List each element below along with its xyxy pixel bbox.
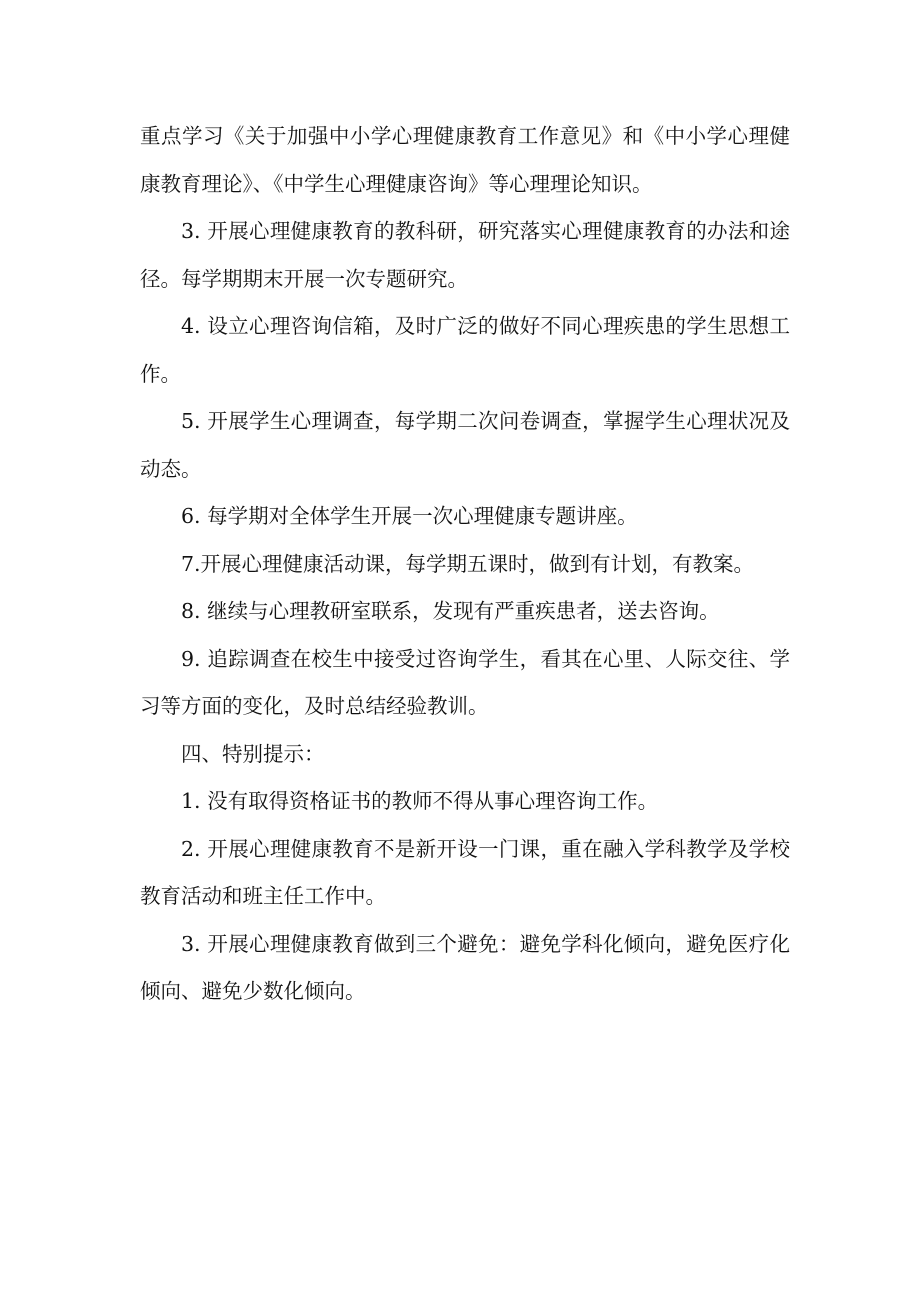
paragraph-tip-2-integration: 2. 开展心理健康教育不是新开设一门课，重在融入学科教学及学校教育活动和班主任工作中。 (140, 836, 790, 908)
paragraph-item-6-lecture: 6. 每学期对全体学生开展一次心理健康专题讲座。 (181, 504, 638, 528)
paragraph-item-7-activity-class: 7.开展心理健康活动课，每学期五课时，做到有计划，有教案。 (181, 551, 755, 576)
paragraph-item-8-contact: 8. 继续与心理教研室联系，发现有严重疾患者，送去咨询。 (181, 599, 720, 623)
paragraph-item-9-followup: 9. 追踪调查在校生中接受过咨询学生，看其在心里、人际交往、学习等方面的变化，及时总结经验教训。 (140, 646, 790, 718)
paragraph-item-4-mailbox: 4. 设立心理咨询信箱，及时广泛的做好不同心理疾患的学生思想工作。 (140, 314, 790, 386)
paragraph-item-5-survey: 5. 开展学生心理调查，每学期二次问卷调查，掌握学生心理状况及动态。 (140, 409, 790, 481)
paragraph-item-3-research: 3. 开展心理健康教育的教科研，研究落实心理健康教育的办法和途径。每学期期末开展一次专题研究。 (140, 219, 790, 291)
paragraph-tip-1-certificate: 1. 没有取得资格证书的教师不得从事心理咨询工作。 (181, 789, 659, 813)
section-heading-special-tips: 四、特别提示： (181, 741, 325, 766)
paragraph-tip-3-avoidance: 3. 开展心理健康教育做到三个避免：避免学科化倾向，避免医疗化倾向、避免少数化倾向。 (140, 931, 790, 1003)
paragraph-study-topics: 重点学习《关于加强中小学心理健康教育工作意见》和《中小学心理健康教育理论》、《中学生心理健康咨询》等心理理论知识。 (140, 124, 790, 196)
document-body (140, 113, 790, 1016)
